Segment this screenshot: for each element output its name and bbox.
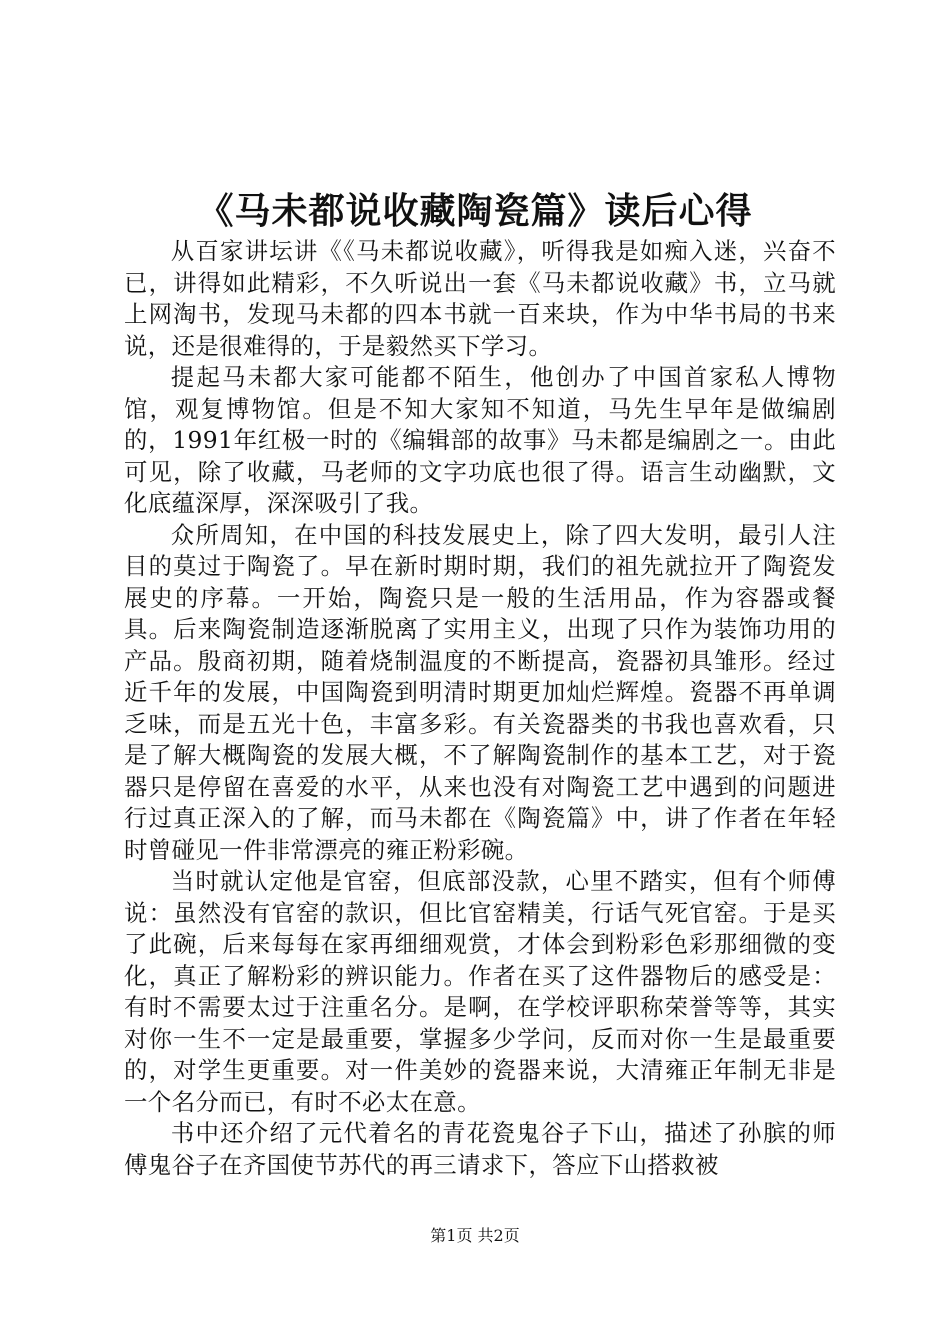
document-title: 《马未都说收藏陶瓷篇》读后心得: [197, 190, 753, 232]
paragraph: 提起马未都大家可能都不陌生，他创办了中国首家私人博物馆，观复博物馆。但是不知大家知不知道，马先生早年是做编剧的，1991年红极一时的《编辑部的故事》马未都是编剧之一。由此可见，除了收藏，马老师的文字功底也很了得。语言生动幽默，文化底蕴深厚，深深吸引了我。: [124, 363, 836, 517]
document-body: [124, 236, 836, 1181]
paragraph: 从百家讲坛讲《《马未都说收藏》，听得我是如痴入迷，兴奋不已，讲得如此精彩，不久听说出一套《马未都说收藏》书，立马就上网淘书，发现马未都的四本书就一百来块，作为中华书局的书来说，还是很难得的，于是毅然买下学习。: [124, 237, 836, 360]
paragraph: 众所周知，在中国的科技发展史上，除了四大发明，最引人注目的莫过于陶瓷了。早在新时期时期，我们的祖先就拉开了陶瓷发展史的序幕。一开始，陶瓷只是一般的生活用品，作为容器或餐具。后来陶瓷制造逐渐脱离了实用主义，出现了只作为装饰功用的产品。殷商初期，随着烧制温度的不断提高，瓷器初具雏形。经过近千年的发展，中国陶瓷到明清时期更加灿烂辉煌。瓷器不再单调乏味，而是五光十色，丰富多彩。有关瓷器类的书我也喜欢看，只是了解大概陶瓷的发展大概，不了解陶瓷制作的基本工艺，对于瓷器只是停留在喜爱的水平，从来也没有对陶瓷工艺中遇到的问题进行过真正深入的了解，而马未都在《陶瓷篇》中，讲了作者在年轻时曾碰见一件非常漂亮的雍正粉彩碗。: [124, 520, 836, 864]
page-number-footer: 第1页 共2页: [430, 1226, 520, 1245]
paragraph: 书中还介绍了元代着名的青花瓷鬼谷子下山，描述了孙膑的师傅鬼谷子在齐国使节苏代的再三请求下，答应下山搭救被: [124, 1119, 836, 1179]
paragraph: 当时就认定他是官窑，但底部没款，心里不踏实，但有个师傅说：虽然没有官窑的款识，但比官窑精美，行话气死官窑。于是买了此碗，后来每每在家再细细观赏，才体会到粉彩色彩那细微的变化，真正了解粉彩的辨识能力。作者在买了这件器物后的感受是：有时不需要太过于注重名分。是啊，在学校评职称荣誉等等，其实对你一生不一定是最重要，掌握多少学问，反而对你一生是最重要的，对学生更重要。对一件美妙的瓷器来说，大清雍正年制无非是一个名分而已，有时不必太在意。: [124, 867, 836, 1116]
